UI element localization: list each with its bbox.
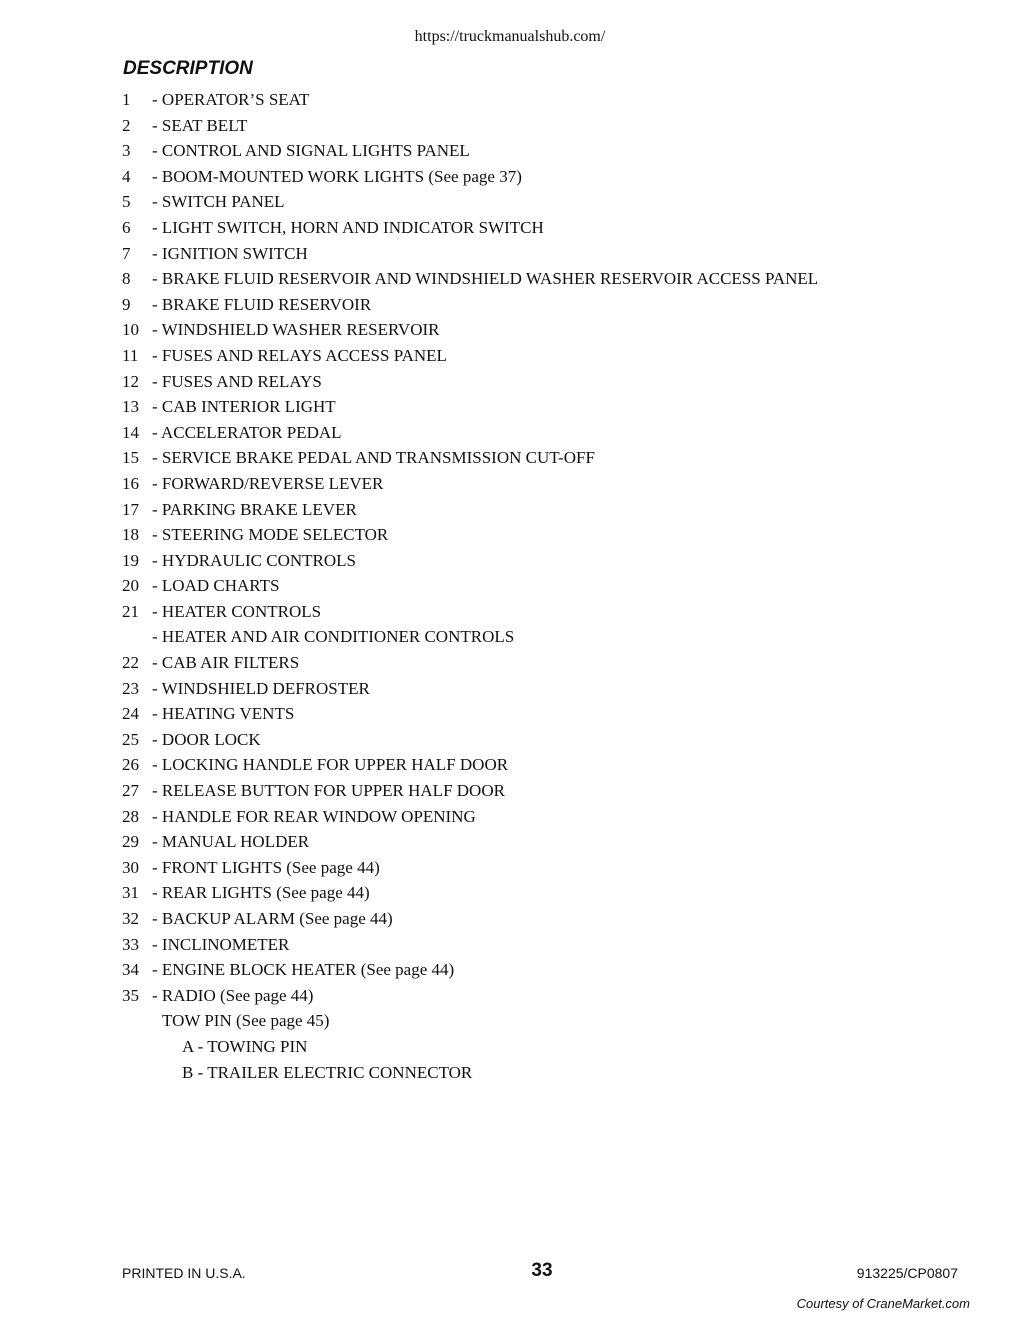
item-text: A - TOWING PIN [182, 1036, 308, 1056]
list-item [122, 241, 982, 267]
item-number: 2 [122, 115, 131, 135]
list-item [122, 983, 982, 1009]
item-number: 1 [122, 90, 131, 109]
section-title: DESCRIPTION [123, 58, 253, 79]
list-item [122, 1008, 982, 1034]
item-text: - BRAKE FLUID RESERVOIR AND WINDSHIELD WASHER RESERVOIR ACCESS PANEL [152, 269, 819, 289]
list-item [122, 829, 982, 855]
document-code: 913225/CP0807 [856, 1265, 958, 1281]
list-item [122, 804, 982, 830]
item-text: - RADIO (See page 44) [152, 985, 314, 1005]
item-number: 18 [122, 525, 139, 545]
item-text: - SEAT BELT [152, 115, 248, 135]
item-number: 32 [122, 909, 139, 928]
list-item [122, 855, 982, 881]
item-text: - LOCKING HANDLE FOR UPPER HALF DOOR [152, 755, 509, 775]
item-text: - DOOR LOCK [152, 729, 261, 749]
item-text: - REAR LIGHTS (See page 44) [152, 883, 370, 903]
item-text: - HEATER CONTROLS [152, 601, 322, 621]
item-number: 26 [122, 755, 139, 775]
list-item [122, 292, 982, 318]
list-item [122, 497, 982, 523]
item-text: - HANDLE FOR REAR WINDOW OPENING [152, 806, 476, 826]
item-number: 6 [122, 217, 131, 237]
item-number: 12 [122, 371, 139, 391]
item-text: - IGNITION SWITCH [152, 243, 308, 263]
item-text: - LIGHT SWITCH, HORN AND INDICATOR SWITCH [152, 217, 544, 237]
item-text: - CAB AIR FILTERS [152, 653, 300, 673]
item-text: - HEATER AND AIR CONDITIONER CONTROLS [152, 627, 515, 647]
printed-in-label: PRINTED IN U.S.A. [122, 1265, 246, 1281]
list-item [122, 701, 982, 727]
item-text: - SERVICE BRAKE PEDAL AND TRANSMISSION CUT-OFF [152, 448, 595, 468]
item-number: 33 [122, 934, 139, 954]
item-number: 21 [122, 601, 139, 621]
list-item [122, 906, 982, 932]
item-text: B - TRAILER ELECTRIC CONNECTOR [182, 1062, 473, 1082]
list-item [122, 317, 982, 343]
item-text: - HYDRAULIC CONTROLS [152, 550, 356, 570]
item-text: - HEATING VENTS [152, 704, 295, 724]
item-text: - INCLINOMETER [152, 934, 290, 954]
item-text: - SWITCH PANEL [152, 192, 285, 212]
item-number: 14 [122, 422, 139, 442]
list-item [122, 471, 982, 497]
list-item [122, 215, 982, 241]
list-item [122, 624, 982, 650]
item-text: - FUSES AND RELAYS [152, 371, 322, 391]
item-text: - FRONT LIGHTS (See page 44) [152, 857, 380, 877]
item-text: - BACKUP ALARM (See page 44) [152, 909, 393, 928]
item-number: 7 [122, 243, 131, 263]
item-text: - BOOM-MOUNTED WORK LIGHTS (See page 37) [152, 166, 522, 186]
item-number: 29 [122, 832, 139, 852]
item-text: - FUSES AND RELAYS ACCESS PANEL [152, 345, 447, 365]
item-number: 28 [122, 806, 139, 826]
item-text: - CAB INTERIOR LIGHT [152, 397, 336, 417]
item-number: 17 [122, 499, 139, 519]
list-item [122, 573, 982, 599]
list-item [122, 394, 982, 420]
list-item [122, 548, 982, 574]
list-item [122, 266, 982, 292]
item-number: 24 [122, 704, 139, 724]
page-number: 33 [531, 1260, 553, 1281]
description-list [122, 87, 982, 1085]
list-item [122, 420, 982, 446]
source-url: https://truckmanualshub.com/ [414, 28, 606, 45]
item-text: TOW PIN (See page 45) [162, 1011, 330, 1031]
item-number: 13 [122, 397, 139, 417]
item-text: - CONTROL AND SIGNAL LIGHTS PANEL [152, 141, 470, 161]
list-item [122, 778, 982, 804]
item-number: 10 [122, 320, 139, 340]
item-number: 3 [122, 141, 131, 161]
item-text: - ACCELERATOR PEDAL [152, 422, 342, 442]
list-item [122, 880, 982, 906]
list-item [122, 727, 982, 753]
list-item [122, 1034, 982, 1060]
item-number: 34 [122, 960, 139, 980]
item-number: 19 [122, 550, 139, 570]
courtesy-credit: Courtesy of CraneMarket.com [796, 1296, 970, 1311]
item-number: 35 [122, 985, 139, 1005]
item-number: 11 [122, 345, 139, 365]
item-number: 27 [122, 781, 139, 801]
list-item [122, 957, 982, 983]
item-number: 4 [122, 166, 131, 186]
item-number: 30 [122, 857, 139, 877]
list-item [122, 113, 982, 139]
item-number: 15 [122, 448, 139, 468]
item-number: 16 [122, 473, 139, 493]
item-text: - ENGINE BLOCK HEATER (See page 44) [152, 960, 455, 980]
item-number: 5 [122, 192, 131, 212]
item-text: - BRAKE FLUID RESERVOIR [152, 294, 372, 314]
list-item [122, 522, 982, 548]
list-item [122, 650, 982, 676]
list-item [122, 343, 982, 369]
item-number: 22 [122, 653, 139, 673]
list-item [122, 599, 982, 625]
list-item [122, 369, 982, 395]
list-item [122, 164, 982, 190]
item-text: - RELEASE BUTTON FOR UPPER HALF DOOR [152, 781, 505, 801]
item-number: 8 [122, 269, 131, 289]
list-item [122, 87, 982, 113]
item-text: - STEERING MODE SELECTOR [152, 525, 389, 545]
list-item [122, 138, 982, 164]
item-number: 20 [122, 576, 139, 596]
list-item [122, 189, 982, 215]
list-item [122, 932, 982, 958]
item-number: 9 [122, 294, 131, 314]
item-text: - WINDSHIELD DEFROSTER [152, 678, 370, 698]
item-number: 31 [122, 883, 139, 903]
list-item [122, 752, 982, 778]
item-text: - PARKING BRAKE LEVER [152, 499, 357, 519]
item-text: - OPERATOR’S SEAT [152, 90, 310, 109]
list-item [122, 1060, 982, 1086]
item-text: - LOAD CHARTS [152, 576, 280, 596]
list-item [122, 445, 982, 471]
item-text: - FORWARD/REVERSE LEVER [152, 473, 384, 493]
item-number: 23 [122, 678, 139, 698]
item-number: 25 [122, 729, 139, 749]
item-text: - MANUAL HOLDER [152, 832, 310, 852]
item-text: - WINDSHIELD WASHER RESERVOIR [152, 320, 440, 340]
list-item [122, 676, 982, 702]
